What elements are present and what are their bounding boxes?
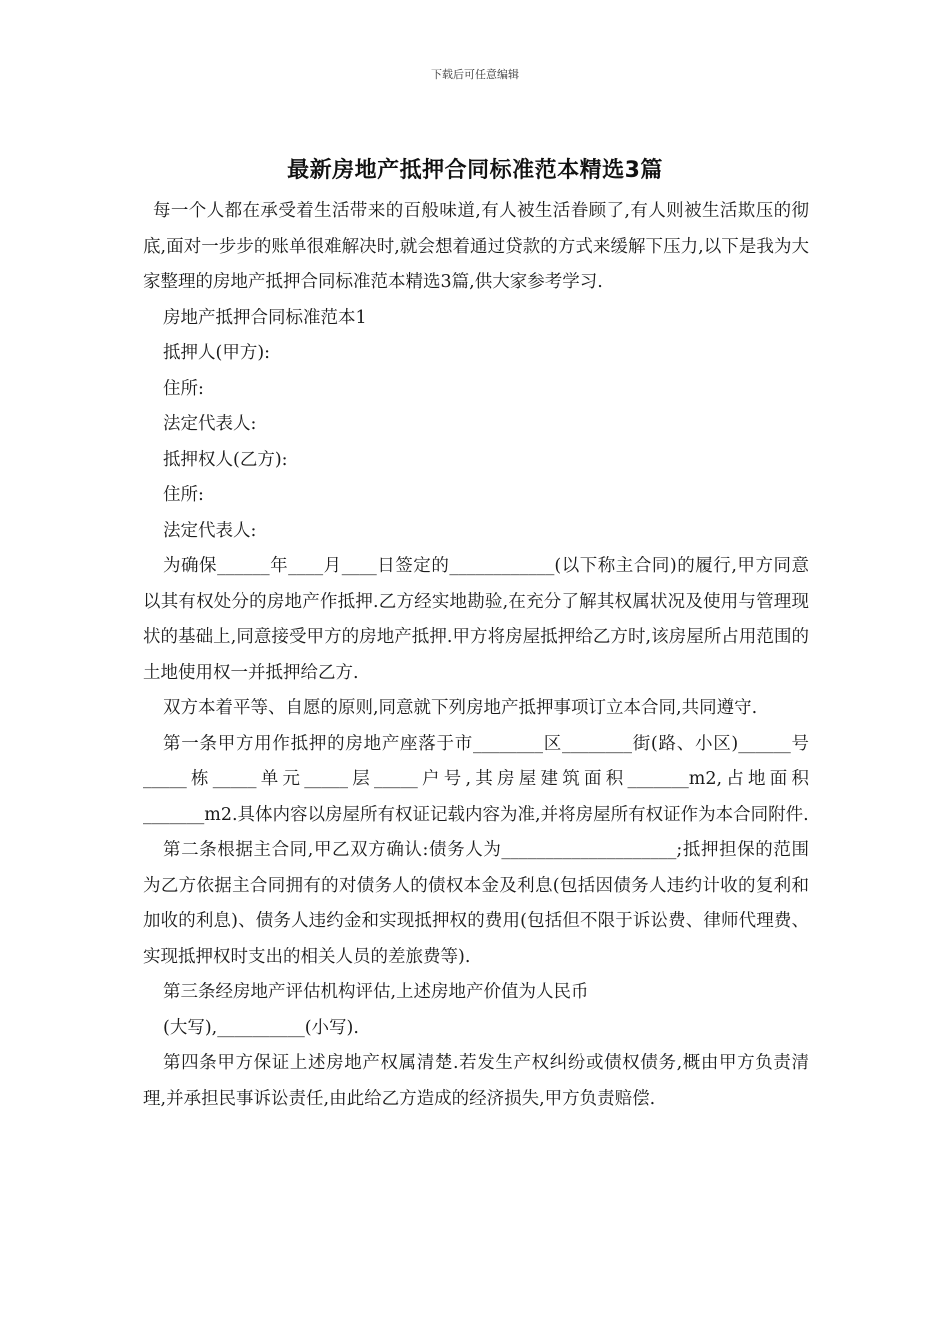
article-1: 第一条甲方用作抵押的房地产座落于市________区________街(路、小区)______号_____栋_____单元_____层_____户号,其房屋建筑面积_______m2,占地面积_______m2.具体内容以房屋所有权证记载内容为准,并将房屋所有权证作为本合同附件. [143,733,809,825]
section-heading: 房地产抵押合同标准范本1 [163,307,367,328]
purpose-paragraph: 为确保______年____月____日签定的____________(以下称主合同)的履行,甲方同意以其有权处分的房地产作抵押.乙方经实地勘验,在充分了解其权属状况及使用与管理现状的基础上,同意接受甲方的房地产抵押.甲方将房屋抵押给乙方时,该房屋所占用范围的土地使用权一并抵押给乙方. [143,556,809,683]
mortgagor-address-line: 住所: [163,378,204,399]
article-4: 第四条甲方保证上述房地产权属清楚.若发生产权纠纷或债权债务,概由甲方负责清理,并承担民事诉讼责任,由此给乙方造成的经济损失,甲方负责赔偿. [143,1053,809,1109]
mortgagor-line: 抵押人(甲方): [163,343,271,363]
document-body [143,194,809,1117]
intro-paragraph: 每一个人都在承受着生活带来的百般味道,有人被生活眷顾了,有人则被生活欺压的彻底,面对一步步的账单很难解决时,就会想着通过贷款的方式来缓解下压力,以下是我为大家整理的房地产抵押合同标准范本精选3篇,供大家参考学习. [143,201,809,292]
principle-paragraph: 双方本着平等、自愿的原则,同意就下列房地产抵押事项订立本合同,共同遵守. [163,698,758,718]
mortgagor-representative-line: 法定代表人: [163,414,257,434]
mortgagee-line: 抵押权人(乙方): [163,449,288,470]
document-title: 最新房地产抵押合同标准范本精选3篇 [287,158,663,183]
mortgagee-representative-line: 法定代表人: [163,520,257,541]
article-3: 第三条经房地产评估机构评估,上述房地产价值为人民币 [163,982,589,1002]
article-3-amount: (大写),__________(小写). [163,1017,359,1038]
header-note: 下载后可任意编辑 [431,68,519,81]
mortgagee-address-line: 住所: [163,485,204,505]
article-2: 第二条根据主合同,甲乙双方确认:债务人为____________________;抵押担保的范围为乙方依据主合同拥有的对债务人的债权本金及利息(包括因债务人违约计收的复利和加收的利息)、债务人违约金和实现抵押权的费用(包括但不限于诉讼费、律师代理费、实现抵押权时支出的相关人员的差旅费等). [143,840,809,967]
